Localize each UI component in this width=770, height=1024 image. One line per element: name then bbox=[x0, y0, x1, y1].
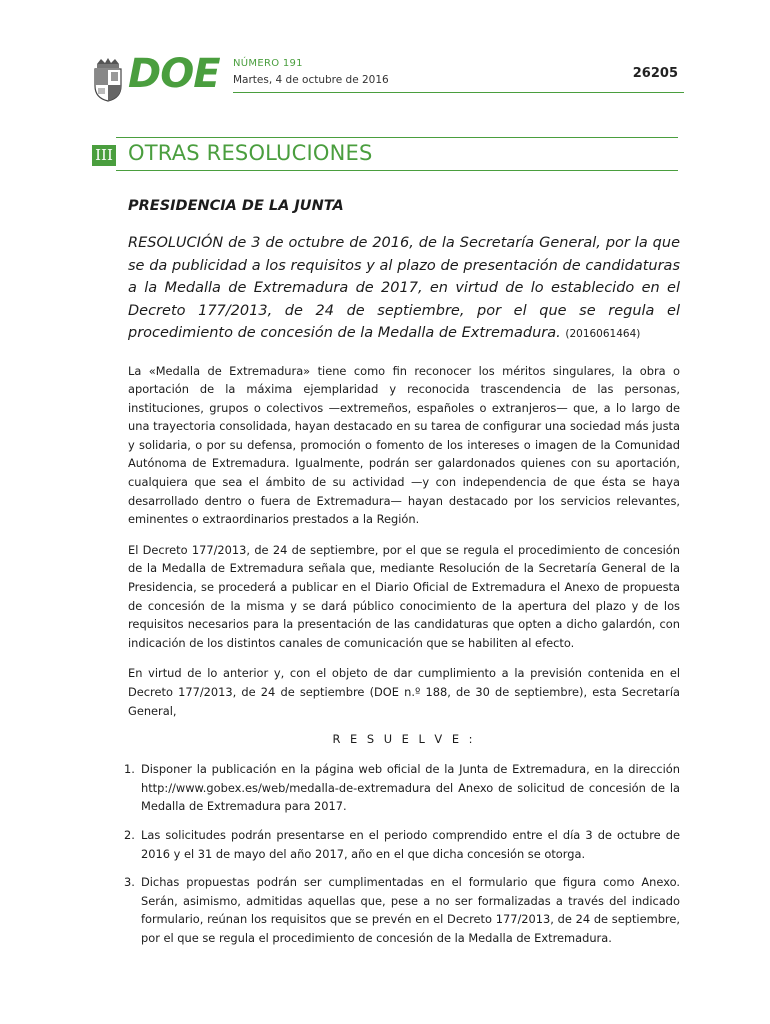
paragraph: El Decreto 177/2013, de 24 de septiembre, por el que se regula el procedimiento de concesión de la Medalla de Extremadura señala que, mediante Resolución de la Secretaría General de la Presidencia, se procederá a publicar en el Diario Oficial de Extremadura el Anexo de propuesta de concesión de la misma y se dará público conocimiento de la apertura del plazo y de los requisitos necesarios para la presentación de las candidaturas que opten a dicho galardón, con indicación de los distintos canales de comunicación que se habiliten al efecto. bbox=[128, 542, 680, 650]
paragraph: En virtud de lo anterior y, con el objeto de dar cumplimiento a la previsión contenida en el Decreto 177/2013, de 24 de septiembre (DOE n.º 188, de 30 de septiembre), esta Secretaría General, bbox=[128, 666, 680, 718]
list-item-text: Dichas propuestas podrán ser cumplimentadas en el formulario que figura como Anexo. Serán, asimismo, admitidas aquellas que, pese a no ser formalizadas a través del indicado formulario, reúnan los requisitos que se prevén en el Decreto 177/2013, de 24 de septiembre, por el que se regula el procedimiento de concesión de la Medalla de Extremadura. bbox=[141, 875, 680, 945]
paragraph: La «Medalla de Extremadura» tiene como fin reconocer los méritos singulares, la obra o aportación de la máxima ejemplaridad y reconocida trascendencia de las personas, instituciones, grupos o colectivos —extremeños, españoles o extranjeros— que, a lo largo de una trayectoria consolidada, hayan destacado en su tarea de configurar una sociedad más justa y solidaria, o por su defensa, promoción o fomento de los intereses o imagen de la Comunidad Autónoma de Extremadura. Igualmente, podrán ser galardonados quienes con su aportación, cualquiera que sea el ámbito de su actividad —y con independencia de que ésta se haya desarrollado dentro o fuera de Extremadura— hayan destacado por los servicios relevantes, eminentes o extraordinarios prestados a la Región. bbox=[128, 363, 680, 527]
section-rule-top bbox=[116, 137, 678, 138]
resolution-code: (2016061464) bbox=[565, 328, 641, 340]
resuelve-heading: R E S U E L V E : bbox=[332, 732, 476, 747]
list-item-text: Disponer la publicación en la página web oficial de la Junta de Extremadura, en la dirección http://www.gobex.es/web/medalla-de-extremadura del Anexo de solicitud de concesión de la Medalla de Extremadura para 2017. bbox=[141, 762, 680, 814]
list-item bbox=[124, 826, 680, 863]
page-header bbox=[92, 51, 684, 106]
coat-of-arms-icon bbox=[92, 56, 124, 102]
section-number-badge: III bbox=[92, 145, 116, 166]
organization-heading: PRESIDENCIA DE LA JUNTA bbox=[128, 198, 344, 214]
issue-date: Martes, 4 de octubre de 2016 bbox=[233, 74, 389, 86]
list-item-number: 1. bbox=[124, 762, 135, 777]
doe-logo: DOE bbox=[128, 51, 220, 97]
issue-number: NÚMERO 191 bbox=[233, 58, 303, 69]
section-title: OTRAS RESOLUCIONES bbox=[128, 141, 373, 165]
resolution-title bbox=[128, 232, 680, 346]
list-item bbox=[124, 760, 680, 816]
document-body bbox=[124, 198, 680, 958]
resolution-title-text: RESOLUCIÓN de 3 de octubre de 2016, de la Secretaría General, por la que se da publicidad a los requisitos y al plazo de presentación de candidaturas a la Medalla de Extremadura de 2017, en virtud de lo establecido en el Decreto 177/2013, de 24 de septiembre, por el que se regula el procedimiento de concesión de la Medalla de Extremadura. bbox=[128, 235, 680, 341]
list-item-number: 2. bbox=[124, 827, 135, 842]
list-item-number: 3. bbox=[124, 875, 135, 890]
header-divider bbox=[233, 92, 684, 93]
page-number: 26205 bbox=[632, 66, 678, 81]
list-item-text: Las solicitudes podrán presentarse en el periodo comprendido entre el día 3 de octubre de 2016 y el 31 de mayo del año 2017, año en el que dicha concesión se otorga. bbox=[141, 827, 680, 861]
section-rule-bottom bbox=[116, 170, 678, 171]
list-item bbox=[124, 873, 680, 947]
